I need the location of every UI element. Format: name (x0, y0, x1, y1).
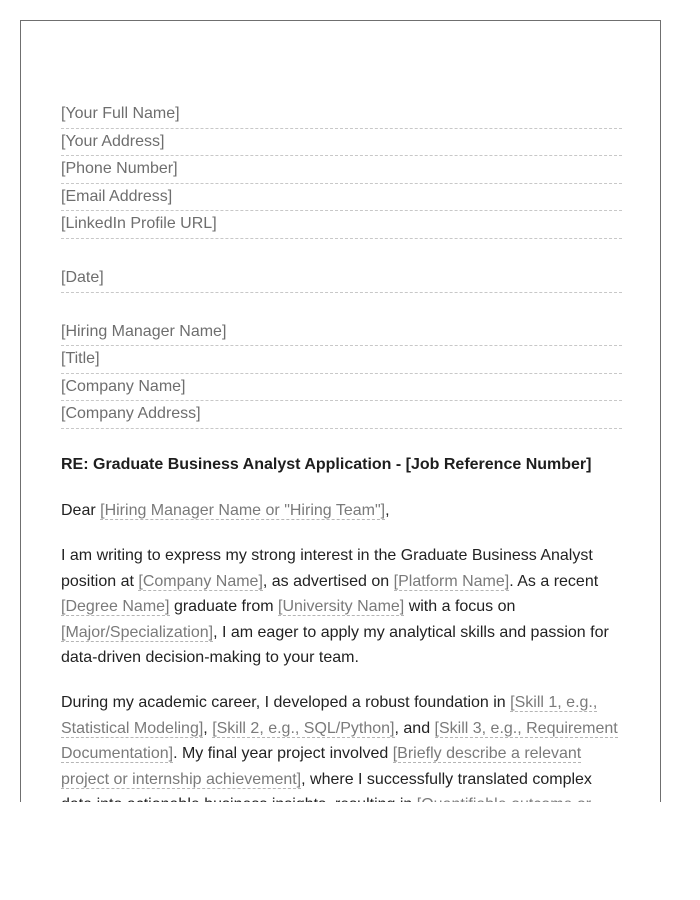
major-placeholder[interactable]: [Major/Specialization] (61, 623, 214, 641)
spacer (61, 293, 622, 319)
recipient-company-address-field[interactable]: [Company Address] (61, 401, 622, 429)
company-name-placeholder[interactable]: [Company Name] (138, 572, 263, 590)
date-field[interactable]: [Date] (61, 265, 622, 293)
university-name-placeholder[interactable]: [University Name] (278, 598, 405, 616)
platform-name-placeholder[interactable]: [Platform Name] (393, 572, 510, 590)
sender-full-name-field[interactable]: [Your Full Name] (61, 101, 622, 129)
letter-body (61, 101, 622, 818)
skill-1-placeholder[interactable]: [Skill 1, e.g., Statistical Modeling] (61, 693, 598, 737)
paragraph-text: . My final year project involved (173, 745, 393, 763)
document-page (20, 20, 661, 802)
subject-line: RE: Graduate Business Analyst Application - [Job Reference Number] (61, 455, 592, 473)
sender-address-field[interactable]: [Your Address] (61, 129, 622, 157)
paragraph-text: . As a recent (509, 572, 599, 590)
sender-phone-field[interactable]: [Phone Number] (61, 156, 622, 184)
skill-2-placeholder[interactable]: [Skill 2, e.g., SQL/Python] (212, 719, 395, 737)
recipient-manager-name-field[interactable]: [Hiring Manager Name] (61, 319, 622, 347)
body-paragraph-2 (61, 690, 622, 818)
paragraph-text: with a focus on (404, 598, 516, 616)
salutation-prefix: Dear (61, 501, 101, 519)
body-paragraph-1 (61, 543, 622, 671)
project-placeholder[interactable]: [Briefly describe a relevant project or internship achievement] (61, 745, 582, 788)
recipient-company-name-field[interactable]: [Company Name] (61, 374, 622, 402)
skill-3-placeholder[interactable]: [Skill 3, e.g., Requirement Documentation] (61, 719, 618, 763)
sender-block (61, 101, 622, 239)
sender-email-field[interactable]: [Email Address] (61, 184, 622, 212)
degree-name-placeholder[interactable]: [Degree Name] (61, 598, 170, 616)
recipient-block (61, 319, 622, 429)
paragraph-text: , I am eager to apply my analytical skills and passion for data-driven decision-making to your team. (61, 623, 609, 667)
paragraph-text: During my academic career, I developed a robust foundation in (61, 693, 511, 711)
salutation-suffix: , (385, 501, 390, 519)
sender-linkedin-field[interactable]: [LinkedIn Profile URL] (61, 211, 622, 239)
paragraph-text: I am writing to express my strong interest in the Graduate Business Analyst position at (61, 546, 593, 590)
recipient-title-field[interactable]: [Title] (61, 346, 622, 374)
paragraph-text: graduate from (169, 598, 278, 616)
paragraph-text: , where I successfully translated complex (301, 770, 592, 788)
spacer (61, 239, 622, 265)
blank-margin (0, 802, 700, 900)
salutation-name-placeholder[interactable]: [Hiring Manager Name or "Hiring Team"] (100, 501, 386, 519)
salutation (61, 498, 622, 524)
paragraph-text: , (203, 719, 213, 737)
paragraph-text: , and (394, 719, 435, 737)
paragraph-text: , as advertised on (262, 572, 394, 590)
